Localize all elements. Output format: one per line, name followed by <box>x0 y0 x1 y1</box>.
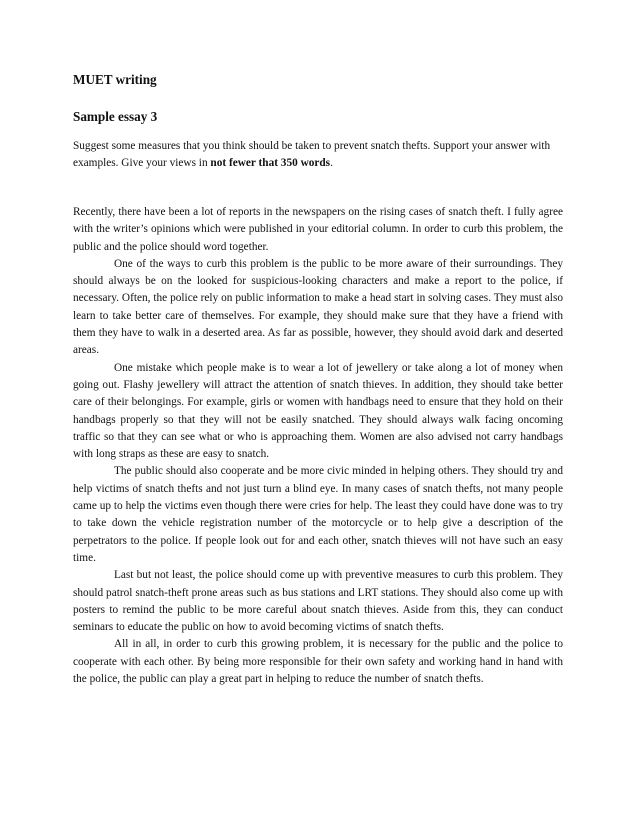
essay-body <box>73 204 563 688</box>
essay-subtitle: Sample essay 3 <box>73 109 158 124</box>
essay-paragraph-3: One mistake which people make is to wear a lot of jewellery or take along a lot of money when going out. Flashy jewellery will attract the attention of snatch thieves. In addition, they should take better care of their belongings. For example, girls or women with handbags need to ensure that they hold on their handbags properly so that they will not be easily snatched. They should always walk facing oncoming traffic so that they can see what or who is approaching them. Women are also advised not carry handbags with long straps as these are easy to snatch. <box>73 361 563 461</box>
prompt-text: Suggest some measures that you think should be taken to prevent snatch thefts. Support your answer with examples. Give your views in <box>73 140 551 169</box>
document-title: MUET writing <box>73 72 157 87</box>
prompt-word-limit: not fewer that 350 words <box>210 157 331 169</box>
prompt-end: . <box>330 157 333 169</box>
essay-paragraph-6: All in all, in order to curb this growing problem, it is necessary for the public and the police to cooperate with each other. By being more responsible for their own safety and working hand in hand with the police, the public can play a great part in helping to reduce the number of snatch thefts. <box>73 638 563 686</box>
essay-paragraph-1: Recently, there have been a lot of reports in the newspapers on the rising cases of snatch theft. I fully agree with the writer’s opinions which were published in your editorial column. In order to curb this problem, the public and the police should word together. <box>73 206 563 253</box>
essay-paragraph-4: The public should also cooperate and be more civic minded in helping others. They should try and help victims of snatch thefts and not just turn a blind eye. In many cases of snatch thefts, not many people came up to help the victims even though there were cries for help. The least they could have done was to try to take down the vehicle registration number of the motorcycle or to help give a description of the perpetrators to the police. If people look out for and each other, snatch thieves will not have such an easy time. <box>73 465 563 564</box>
document-page <box>73 72 563 688</box>
essay-paragraph-2: One of the ways to curb this problem is the public to be more aware of their surroundings. They should always be on the looked for suspicious-looking characters and make a report to the police, if necessary. Often, the police rely on public information to make a head start in solving cases. They must also learn to take better care of themselves. For example, they should make sure that they have a friend with them they have to walk in a deserted area. As far as possible, however, they should avoid dark and deserted areas. <box>73 257 563 357</box>
essay-prompt <box>73 138 563 172</box>
essay-paragraph-5: Last but not least, the police should come up with preventive measures to curb this problem. They should patrol snatch-theft prone areas such as bus stations and LRT stations. They should also come up with posters to remind the public to be more careful about snatch thieves. Aside from this, they can conduct seminars to educate the public on how to avoid becoming victims of snatch thefts. <box>73 569 563 634</box>
